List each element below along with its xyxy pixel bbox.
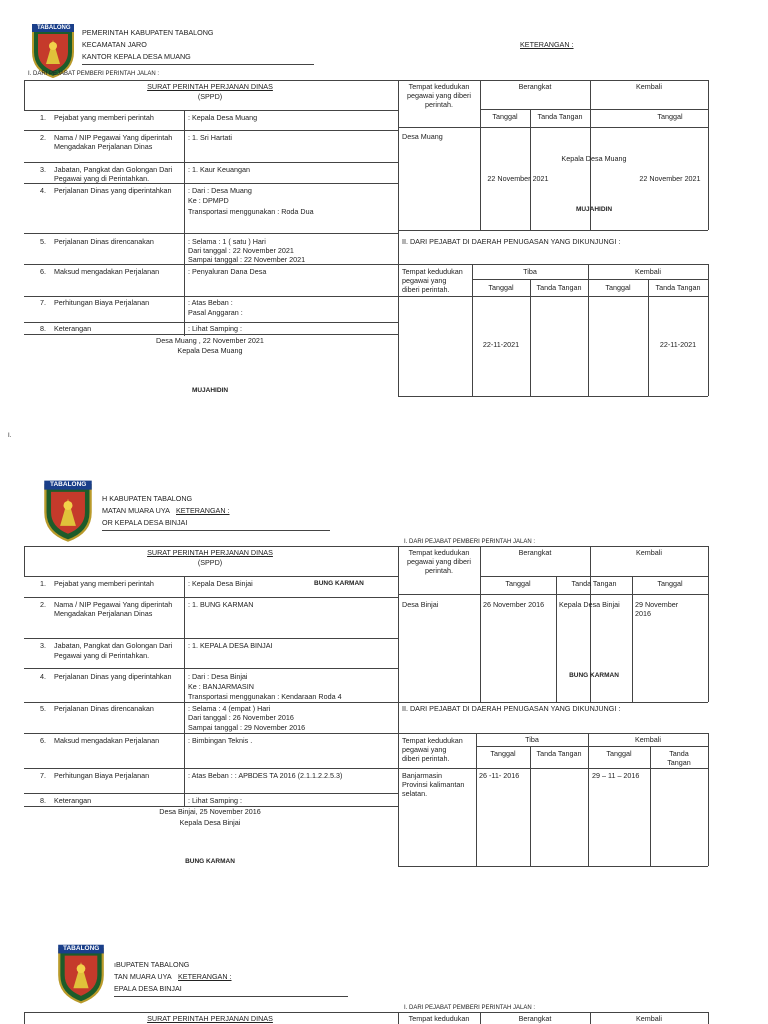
header-line-2: KECAMATAN JARO [82, 40, 147, 49]
row-value: : Kepala Desa Muang [188, 113, 258, 122]
sign-name: MUJAHIDIN [191, 387, 229, 394]
logo-text: TABALONG [50, 481, 87, 488]
sign-place: Desa Muang , 22 November 2021 [156, 336, 264, 345]
sppd-title: SURAT PERINTAH PERJANAN DINAS [147, 1014, 273, 1023]
sign-name: BUNG KARMAN [185, 858, 235, 865]
keterangan-label: KETERANGAN : [176, 506, 230, 515]
section-label: I. DARI PEJABAT PEMBERI PERINTAH JALAN : [28, 71, 160, 77]
section-label: I. DARI PEJABAT PEMBERI PERINTAH JALAN : [404, 539, 536, 545]
kembali-header: Kembali [636, 82, 662, 91]
section-label: I. DARI PEJABAT PEMBERI PERINTAH JALAN : [404, 1005, 536, 1011]
keterangan-label: KETERANGAN : [178, 972, 232, 981]
stray-mark: I. [8, 433, 12, 439]
sppd-subtitle: (SPPD) [197, 558, 223, 567]
keterangan-label: KETERANGAN : [520, 40, 574, 49]
sign-place: Desa Binjai, 25 November 2016 [159, 807, 261, 816]
berangkat-header: Berangkat [518, 82, 552, 91]
section-2-label: II. DARI PEJABAT DI DAERAH PENUGASAN YANG DIKUNJUNGI : [402, 237, 621, 246]
sppd-title: SURAT PERINTAH PERJANAN DINAS [147, 548, 273, 557]
header-line-1: PEMERINTAH KABUPATEN TABALONG [82, 28, 214, 37]
sppd-subtitle: (SPPD) [197, 92, 223, 101]
logo-text: TABALONG [37, 25, 71, 31]
row-label: Pejabat yang memberi perintah [54, 113, 154, 122]
sign-role: Kepala Desa Binjai [179, 818, 241, 827]
logo-text: TABALONG [63, 945, 100, 952]
sppd-title: SURAT PERINTAH PERJANAN DINAS [147, 82, 273, 91]
sign-role: Kepala Desa Muang [177, 346, 243, 355]
section-2-label: II. DARI PEJABAT DI DAERAH PENUGASAN YANG DIKUNJUNGI : [402, 704, 621, 713]
header-line-3: KANTOR KEPALA DESA MUANG [82, 52, 191, 61]
